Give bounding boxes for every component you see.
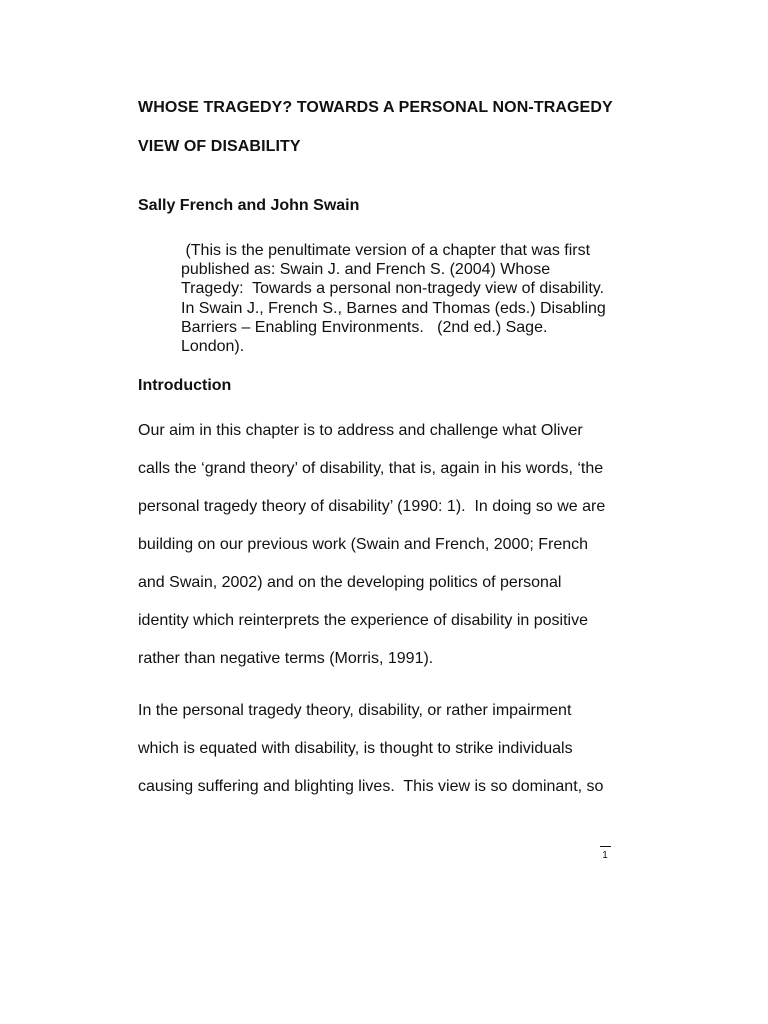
publication-note-line: published as: Swain J. and French S. (2004) Whose — [181, 261, 551, 279]
paragraph-line: personal tragedy theory of disability’ (1990: 1). In doing so we are — [138, 498, 606, 515]
paragraph-line: and Swain, 2002) and on the developing politics of personal — [138, 574, 562, 591]
publication-note — [181, 241, 651, 356]
paragraph-line: In the personal tragedy theory, disability, or rather impairment — [138, 702, 572, 719]
paragraph-line: causing suffering and blighting lives. This view is so dominant, so — [138, 778, 604, 795]
paragraph-line: Our aim in this chapter is to address and challenge what Oliver — [138, 422, 583, 439]
page-number-text: 1 — [602, 850, 608, 861]
paragraph-2 — [138, 692, 638, 806]
publication-note-line: Tragedy: Towards a personal non-tragedy view of disability. — [181, 280, 605, 298]
document-title-line-2: VIEW OF DISABILITY — [138, 138, 301, 155]
paragraph-line: building on our previous work (Swain and French, 2000; French — [138, 536, 589, 553]
paragraph-line: calls the ‘grand theory’ of disability, that is, again in his words, ‘the — [138, 460, 604, 477]
page-number — [598, 846, 612, 862]
publication-note-line: Barriers – Enabling Environments. (2nd ed.) Sage. — [181, 318, 548, 336]
publication-note-line: (This is the penultimate version of a chapter that was first — [181, 242, 591, 259]
publication-note-line: In Swain J., French S., Barnes and Thomas (eds.) Disabling — [181, 299, 606, 317]
paragraph-1 — [138, 412, 638, 678]
publication-note-line: London). — [181, 338, 245, 356]
page-number-rule — [600, 846, 611, 847]
paragraph-line: which is equated with disability, is thought to strike individuals — [138, 740, 573, 757]
paragraph-line: rather than negative terms (Morris, 1991). — [138, 650, 434, 667]
paragraph-line: identity which reinterprets the experience of disability in positive — [138, 612, 589, 629]
section-heading-introduction: Introduction — [138, 377, 232, 394]
authors: Sally French and John Swain — [138, 197, 360, 214]
document-title-line-1: WHOSE TRAGEDY? TOWARDS A PERSONAL NON-TRAGEDY — [138, 99, 613, 116]
